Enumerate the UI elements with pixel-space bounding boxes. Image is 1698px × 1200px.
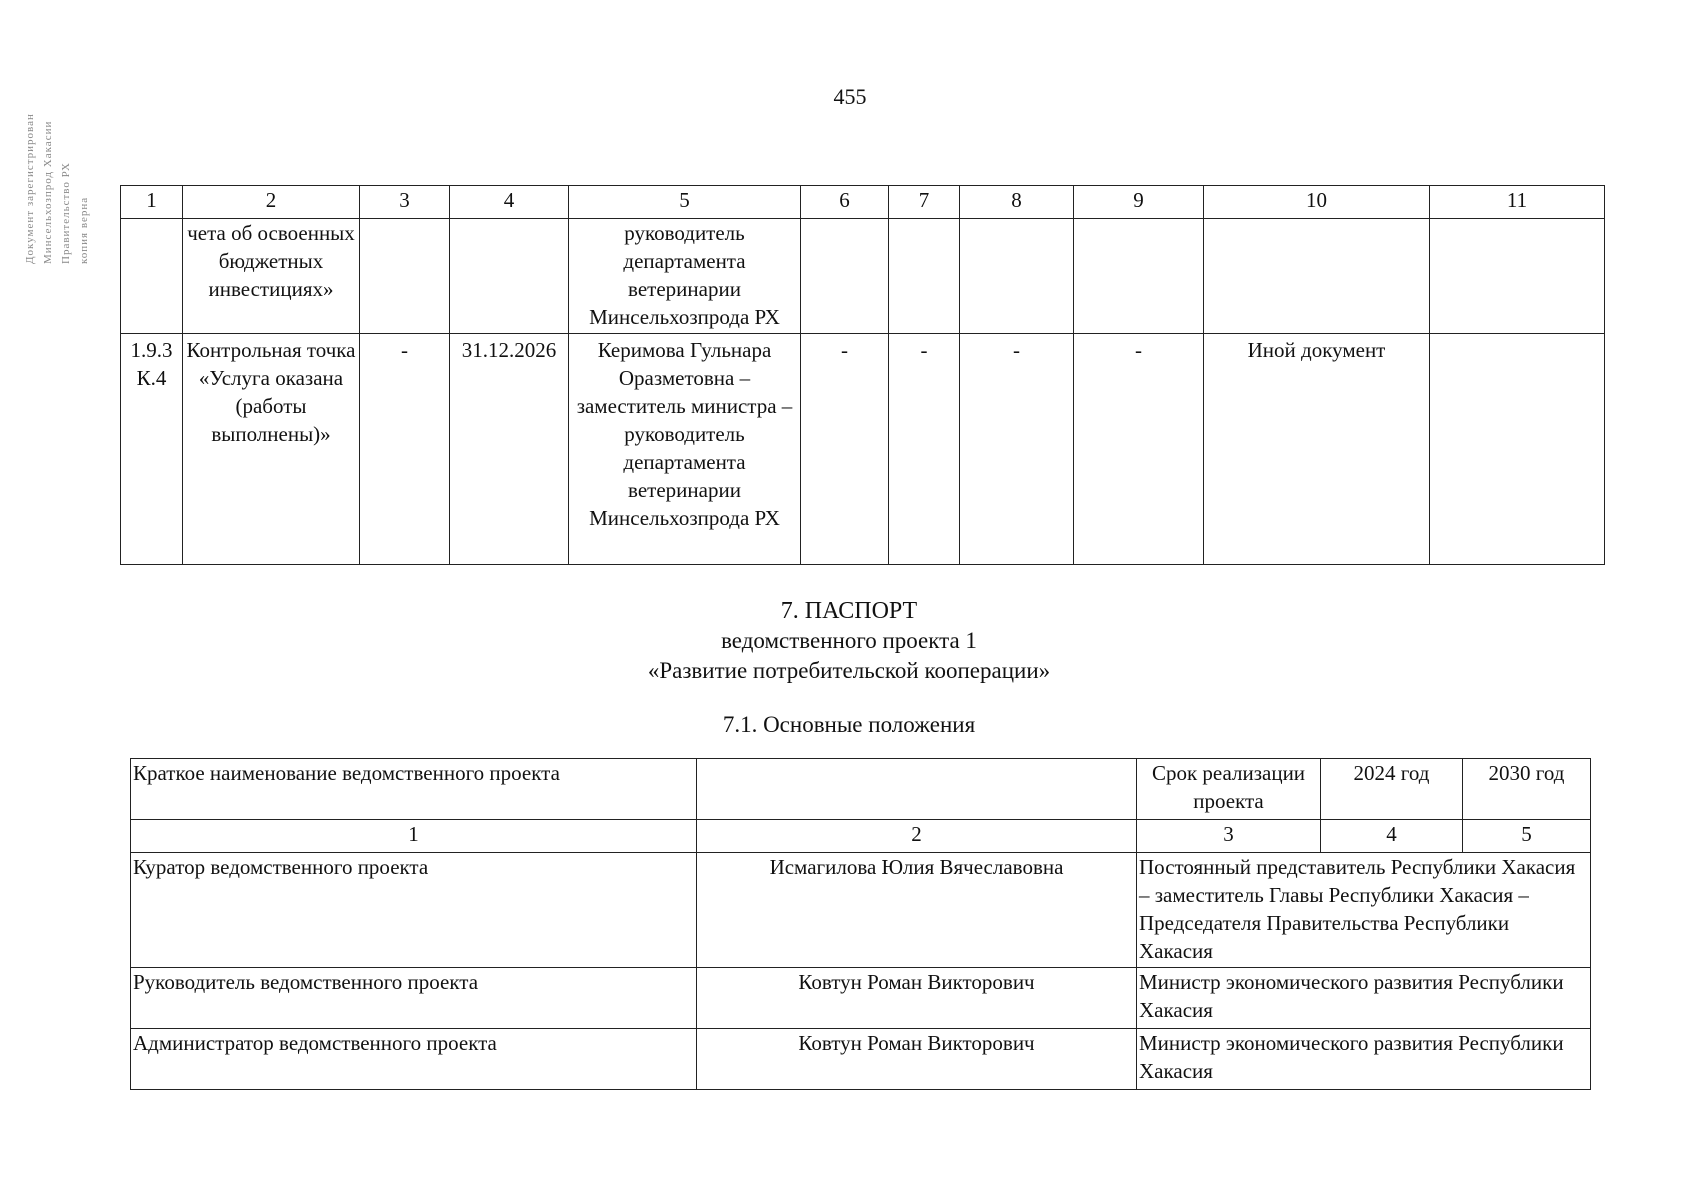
head-label: Руководитель ведомственного проекта: [131, 968, 697, 1029]
period-end: 2030 год: [1463, 759, 1591, 820]
cell-col9: [1074, 219, 1204, 334]
stamp-line: Минсельхозпрод Хакасии: [42, 120, 54, 264]
table-row: [121, 219, 1605, 334]
admin-position: Министр экономического развития Республики Хакасия: [1137, 1029, 1591, 1090]
cell-number: [121, 219, 183, 334]
cell-responsible: Керимова Гульнара Оразметовна – заместитель министра – руководитель департамента ветеринарии Минсельхозпрода РХ: [569, 334, 801, 565]
column-number: 5: [569, 186, 801, 219]
cell-col6: [801, 219, 889, 334]
table-row: [131, 968, 1591, 1029]
column-number: 2: [697, 820, 1137, 853]
project-name-value: [697, 759, 1137, 820]
cell-col7: [889, 219, 960, 334]
column-number: 11: [1430, 186, 1605, 219]
cell-date: 31.12.2026: [450, 334, 569, 565]
column-number: 1: [131, 820, 697, 853]
section-subtitle: ведомственного проекта 1: [721, 628, 977, 653]
cell-name: Контрольная точка «Услуга оказана (работы выполнены)»: [183, 334, 360, 565]
project-basics-table: [130, 758, 1591, 1090]
head-person: Ковтун Роман Викторович: [697, 968, 1137, 1029]
section-title: 7. ПАСПОРТ: [780, 598, 918, 624]
subsection-title: 7.1. Основные положения: [722, 712, 976, 737]
cell-col8: -: [960, 334, 1074, 565]
column-number: 8: [960, 186, 1074, 219]
column-number: 4: [450, 186, 569, 219]
period-start: 2024 год: [1321, 759, 1463, 820]
cell-col8: [960, 219, 1074, 334]
table-row: [131, 853, 1591, 968]
project-name-heading: «Развитие потребительской кооперации»: [647, 658, 1051, 683]
column-numbers-row: [131, 820, 1591, 853]
table-header-row: [121, 186, 1605, 219]
cell-col9: -: [1074, 334, 1204, 565]
cell-col11: [1430, 334, 1605, 565]
head-position: Министр экономического развития Республики Хакасия: [1137, 968, 1591, 1029]
admin-label: Администратор ведомственного проекта: [131, 1029, 697, 1090]
table-row: [131, 1029, 1591, 1090]
column-number: 10: [1204, 186, 1430, 219]
column-number: 9: [1074, 186, 1204, 219]
cell-document: [1204, 219, 1430, 334]
curator-label: Куратор ведомственного проекта: [131, 853, 697, 968]
cell-name: чета об освоенных бюджетных инвестициях»: [183, 219, 360, 334]
admin-person: Ковтун Роман Викторович: [697, 1029, 1137, 1090]
cell-col6: -: [801, 334, 889, 565]
column-number: 3: [360, 186, 450, 219]
column-number: 2: [183, 186, 360, 219]
control-points-table: [120, 185, 1605, 565]
stamp-line: Правительство РХ: [60, 162, 72, 264]
project-name-label: Краткое наименование ведомственного проекта: [131, 759, 697, 820]
stamp-line: копия верна: [78, 196, 90, 264]
period-label: Срок реализации проекта: [1137, 759, 1321, 820]
table-row: [131, 759, 1591, 820]
cell-date: [450, 219, 569, 334]
stamp-line: Документ зарегистрирован: [24, 113, 36, 264]
column-number: 7: [889, 186, 960, 219]
cell-responsible: руководитель департамента ветеринарии Минсельхозпрода РХ: [569, 219, 801, 334]
column-number: 5: [1463, 820, 1591, 853]
column-number: 4: [1321, 820, 1463, 853]
column-number: 1: [121, 186, 183, 219]
page-number: 455: [833, 84, 867, 109]
column-number: 3: [1137, 820, 1321, 853]
cell-document: Иной документ: [1204, 334, 1430, 565]
cell-number: 1.9.3 К.4: [121, 334, 183, 565]
table-row: [121, 334, 1605, 565]
cell-col7: -: [889, 334, 960, 565]
cell-col3: [360, 219, 450, 334]
column-number: 6: [801, 186, 889, 219]
curator-person: Исмагилова Юлия Вячеславовна: [697, 853, 1137, 968]
cell-col11: [1430, 219, 1605, 334]
cell-col3: -: [360, 334, 450, 565]
curator-position: Постоянный представитель Республики Хакасия – заместитель Главы Республики Хакасия – Председателя Правительства Республики Хакасия: [1137, 853, 1591, 968]
registration-stamp: [14, 64, 94, 274]
